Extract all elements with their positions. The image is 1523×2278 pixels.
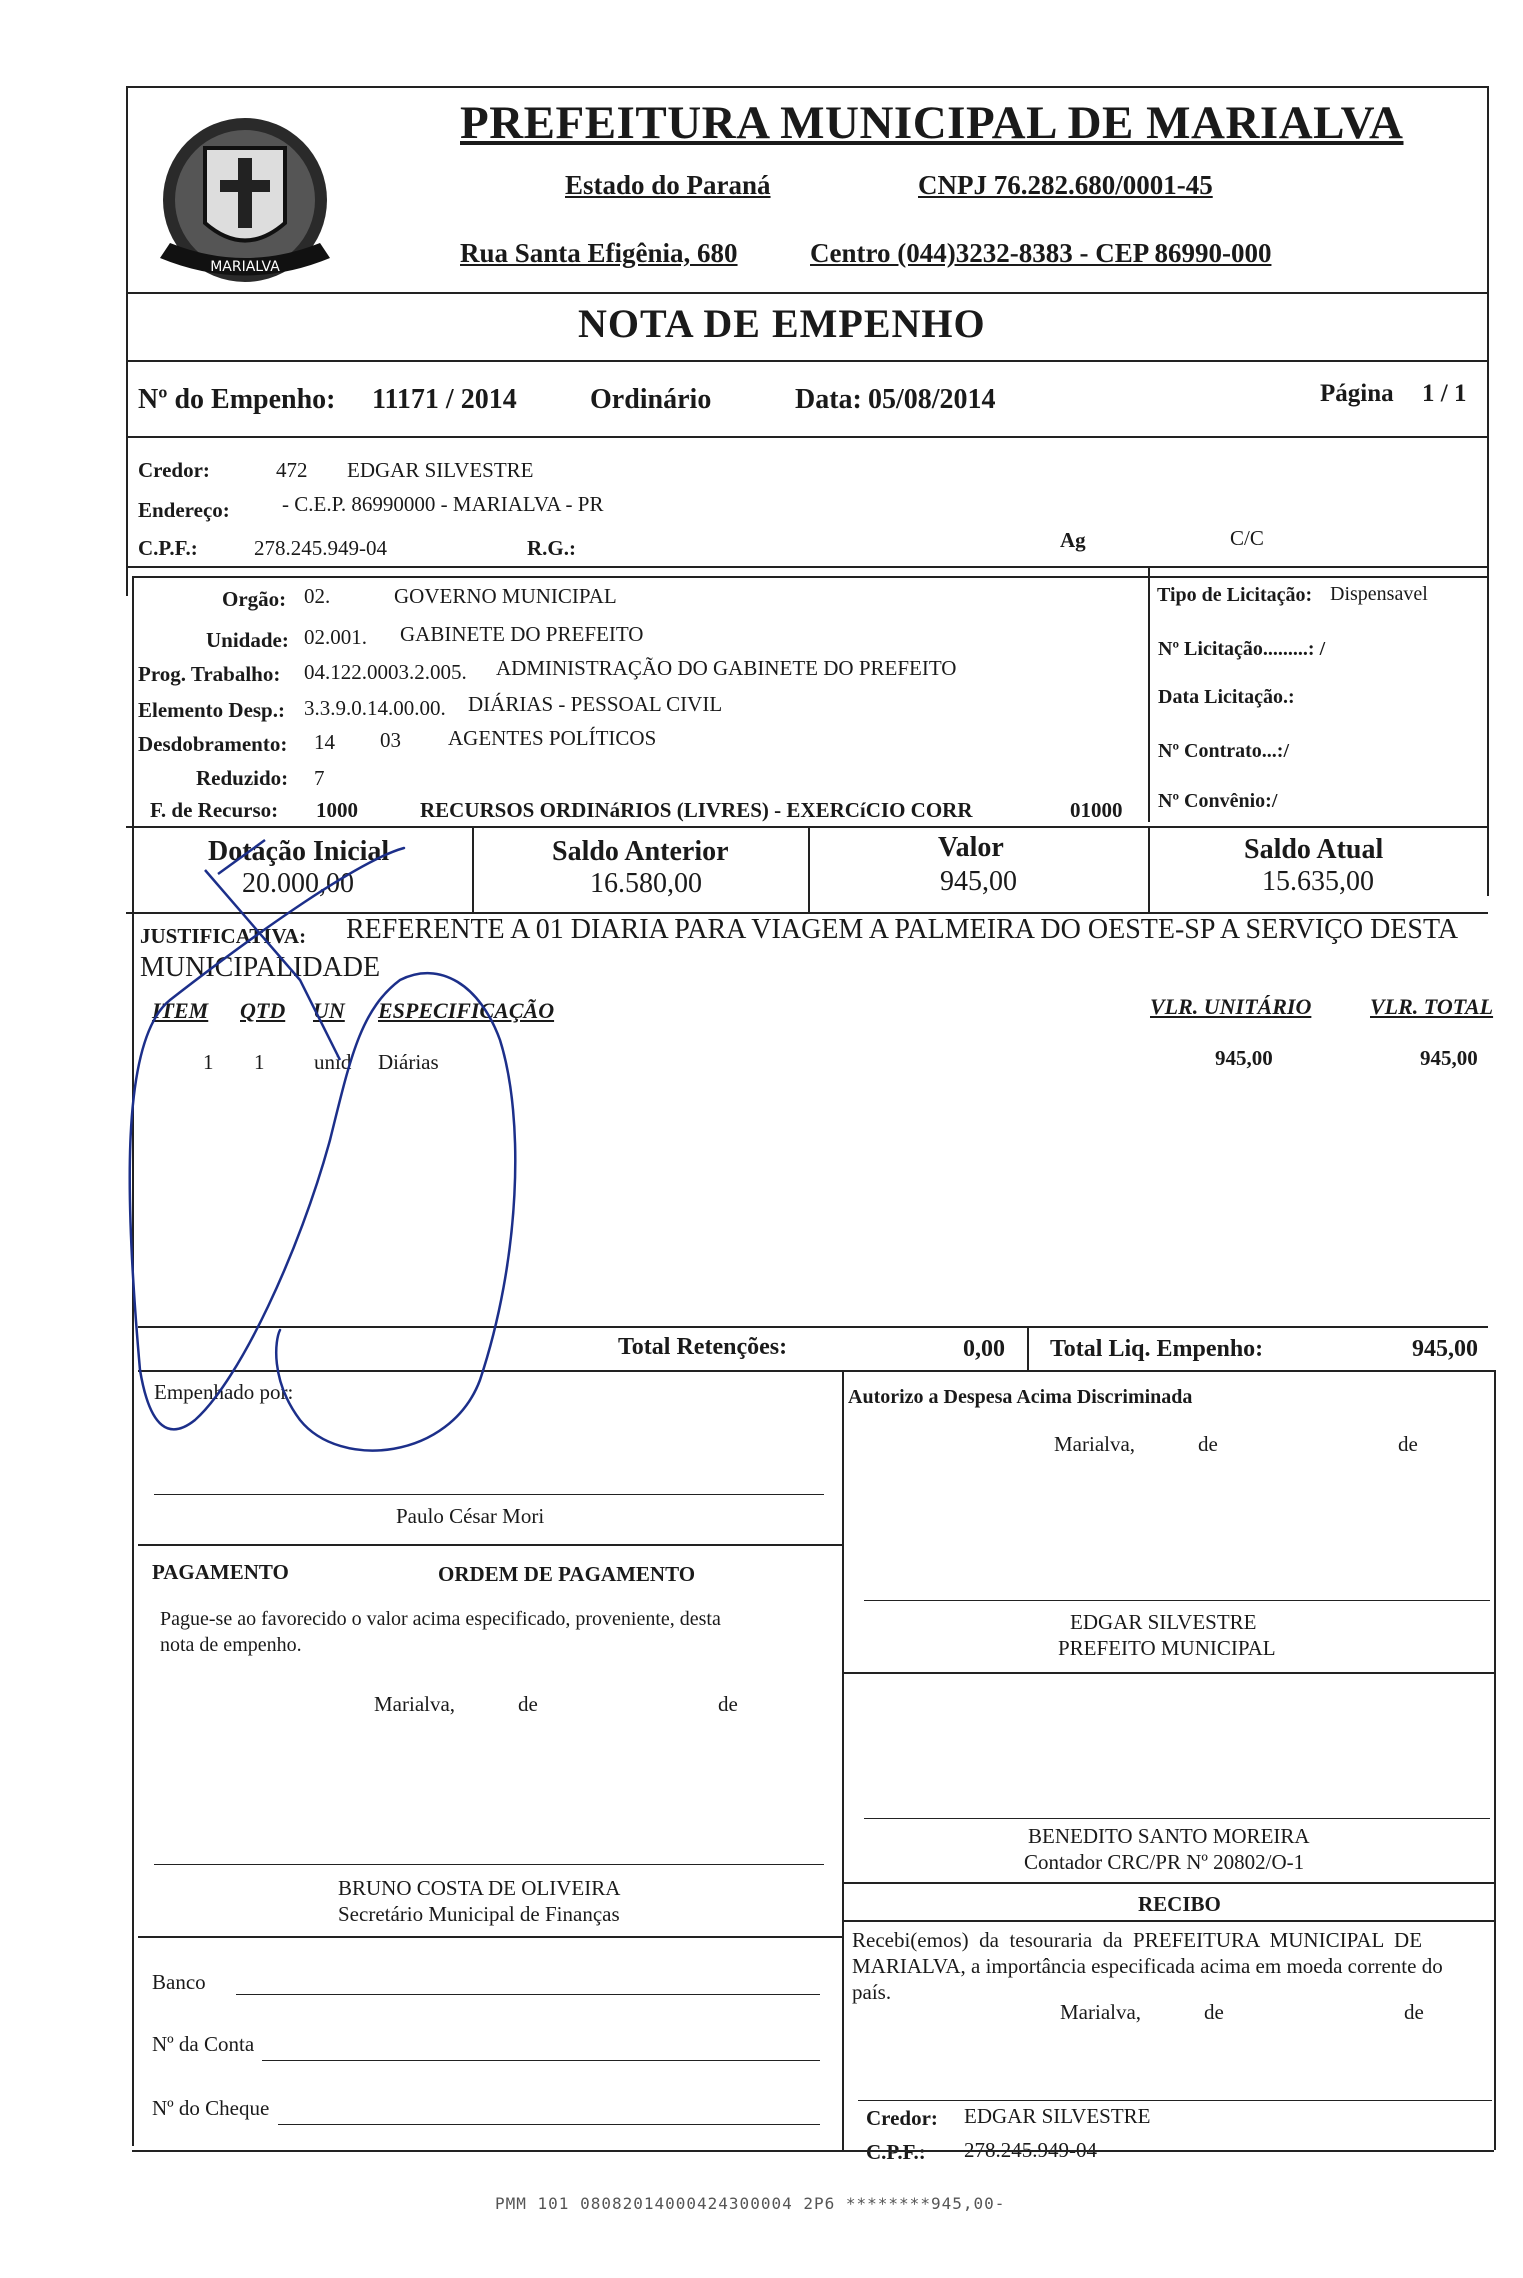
- desdobramento-code1: 14: [314, 730, 335, 754]
- conta-field[interactable]: [262, 2060, 820, 2061]
- liq-empenho-label: Total Liq. Empenho:: [1050, 1336, 1264, 1362]
- autorizo-de2: de: [1398, 1432, 1418, 1456]
- retencoes-value: 0,00: [963, 1336, 1005, 1362]
- justificativa-label: JUSTIFICATIVA:: [140, 924, 307, 948]
- page-label: Página: [1320, 380, 1394, 407]
- pagamento-place: Marialva,: [374, 1692, 456, 1716]
- banco-label: Banco: [152, 1970, 206, 1994]
- recibo-label: RECIBO: [1138, 1892, 1221, 1916]
- recibo-credor-label: Credor:: [866, 2106, 938, 2130]
- reduzido-label: Reduzido:: [196, 766, 289, 790]
- saldo-anterior-label: Saldo Anterior: [552, 836, 729, 867]
- justificativa-line1: REFERENTE A 01 DIARIA PARA VIAGEM A PALMEIRA DO OESTE-SP A SERVIÇO DESTA: [346, 914, 1459, 945]
- prefeito-name: EDGAR SILVESTRE: [1070, 1610, 1257, 1634]
- autorizo-de1: de: [1198, 1432, 1218, 1456]
- district-phone-cep: Centro (044)3232-8383 - CEP 86990-000: [810, 238, 1272, 268]
- credor-label: Credor:: [138, 458, 210, 482]
- contrato-label: Nº Contrato...:/: [1158, 740, 1290, 762]
- finance-secretary-role: Secretário Municipal de Finanças: [338, 1902, 620, 1926]
- row-vlr-total: 945,00: [1420, 1046, 1478, 1070]
- row-qtd: 1: [254, 1050, 265, 1074]
- contador-name: BENEDITO SANTO MOREIRA: [1028, 1824, 1310, 1848]
- dotacao-label: Dotação Inicial: [208, 836, 390, 867]
- svg-text:MARIALVA: MARIALVA: [210, 259, 280, 275]
- rg-label: R.G.:: [527, 536, 576, 560]
- unidade-code: 02.001.: [304, 625, 367, 649]
- recurso-code: 1000: [316, 798, 358, 822]
- elemento-name: DIÁRIAS - PESSOAL CIVIL: [468, 692, 723, 716]
- valor-value: 945,00: [940, 866, 1017, 897]
- reduzido-value: 7: [314, 766, 325, 790]
- empenho-type: Ordinário: [590, 384, 712, 415]
- justificativa-line2: MUNICIPALIDADE: [140, 952, 381, 983]
- recurso-code2: 01000: [1070, 798, 1123, 822]
- cheque-field[interactable]: [278, 2124, 820, 2125]
- empenho-date: 05/08/2014: [868, 384, 996, 415]
- cc-label: C/C: [1230, 526, 1264, 550]
- ordem-pagamento-label: ORDEM DE PAGAMENTO: [438, 1562, 696, 1586]
- data-licitacao-label: Data Licitação.:: [1158, 686, 1295, 708]
- convenio-label: Nº Convênio:/: [1158, 790, 1278, 812]
- row-vlr-unitario: 945,00: [1215, 1046, 1273, 1070]
- cheque-label: Nº do Cheque: [152, 2096, 270, 2120]
- credor-name: EDGAR SILVESTRE: [347, 458, 534, 482]
- recurso-label: F. de Recurso:: [150, 798, 279, 822]
- banco-field[interactable]: [236, 1994, 820, 1995]
- prog-trabalho-label: Prog. Trabalho:: [138, 662, 281, 686]
- recibo-cpf-label: C.P.F.:: [866, 2140, 926, 2164]
- row-un: unid: [314, 1050, 352, 1074]
- col-un: UN: [313, 998, 345, 1023]
- empenhado-por-label: Empenhado por:: [154, 1380, 294, 1404]
- footer-barcode-text: PMM 101 08082014000424300004 2P6 ********945,00-: [495, 2194, 1006, 2213]
- desdobramento-code2: 03: [380, 728, 401, 752]
- desdobramento-label: Desdobramento:: [138, 732, 288, 756]
- dotacao-value: 20.000,00: [242, 868, 354, 899]
- saldo-atual-value: 15.635,00: [1262, 866, 1374, 897]
- elemento-label: Elemento Desp.:: [138, 698, 285, 722]
- credor-address: - C.E.P. 86990000 - MARIALVA - PR: [282, 492, 604, 516]
- unidade-label: Unidade:: [206, 628, 289, 652]
- retencoes-label: Total Retenções:: [618, 1334, 788, 1360]
- prog-trabalho-name: ADMINISTRAÇÃO DO GABINETE DO PREFEITO: [496, 656, 957, 680]
- recibo-text-line1: Recebi(emos) da tesouraria da PREFEITURA MUNICIPAL DE: [852, 1928, 1423, 1952]
- contador-role: Contador CRC/PR Nº 20802/O-1: [1024, 1850, 1305, 1874]
- valor-label: Valor: [938, 832, 1004, 863]
- col-especificacao: ESPECIFICAÇÃO: [378, 998, 555, 1023]
- empenho-number-label: Nº do Empenho:: [138, 384, 336, 415]
- ag-label: Ag: [1060, 528, 1086, 552]
- recibo-place: Marialva,: [1060, 2000, 1142, 2024]
- document-title: NOTA DE EMPENHO: [578, 301, 986, 346]
- col-item: ITEM: [152, 998, 209, 1023]
- liq-empenho-value: 945,00: [1412, 1336, 1478, 1362]
- col-vlr-total: VLR. TOTAL: [1370, 994, 1494, 1019]
- col-qtd: QTD: [240, 998, 286, 1023]
- recibo-text-line3: país.: [852, 1980, 892, 2004]
- municipal-seal: [140, 108, 350, 298]
- credor-code: 472: [276, 458, 308, 482]
- saldo-anterior-value: 16.580,00: [590, 868, 702, 899]
- saldo-atual-label: Saldo Atual: [1244, 834, 1384, 865]
- autorizo-place: Marialva,: [1054, 1432, 1136, 1456]
- orgao-code: 02.: [304, 584, 331, 608]
- numero-licitacao-label: Nº Licitação.........: /: [1158, 638, 1326, 660]
- credor-cpf: 278.245.949-04: [254, 536, 387, 560]
- pagamento-label: PAGAMENTO: [152, 1560, 289, 1584]
- row-especificacao: Diárias: [378, 1050, 439, 1074]
- page-number: 1 / 1: [1422, 380, 1467, 407]
- recibo-de1: de: [1204, 2000, 1224, 2024]
- prog-trabalho-code: 04.122.0003.2.005.: [304, 660, 467, 684]
- orgao-name: GOVERNO MUNICIPAL: [394, 584, 617, 608]
- address-label: Endereço:: [138, 498, 230, 522]
- municipality-title: PREFEITURA MUNICIPAL DE MARIALVA: [460, 97, 1404, 149]
- recurso-name: RECURSOS ORDINáRIOS (LIVRES) - EXERCíCIO CORR: [420, 798, 973, 822]
- street-address: Rua Santa Efigênia, 680: [460, 238, 738, 268]
- recibo-credor: EDGAR SILVESTRE: [964, 2104, 1151, 2128]
- cnpj: CNPJ 76.282.680/0001-45: [918, 170, 1213, 200]
- col-vlr-unitario: VLR. UNITÁRIO: [1150, 994, 1312, 1019]
- finance-secretary-name: BRUNO COSTA DE OLIVEIRA: [338, 1876, 621, 1900]
- autorizo-label: Autorizo a Despesa Acima Discriminada: [848, 1386, 1193, 1408]
- unidade-name: GABINETE DO PREFEITO: [400, 622, 644, 646]
- empenho-date-label: Data:: [795, 384, 862, 415]
- row-item: 1: [203, 1050, 214, 1074]
- pagamento-text-line2: nota de empenho.: [160, 1634, 302, 1656]
- conta-label: Nº da Conta: [152, 2032, 255, 2056]
- state-name: Estado do Paraná: [565, 170, 771, 200]
- pagamento-text-line1: Pague-se ao favorecido o valor acima especificado, proveniente, desta: [160, 1608, 721, 1630]
- cpf-label: C.P.F.:: [138, 536, 198, 560]
- elemento-code: 3.3.9.0.14.00.00.: [304, 696, 446, 720]
- recibo-cpf: 278.245.949-04: [964, 2138, 1097, 2162]
- empenhado-signer: Paulo César Mori: [396, 1504, 545, 1528]
- pagamento-de2: de: [718, 1692, 738, 1716]
- tipo-licitacao-label: Tipo de Licitação:: [1157, 584, 1313, 606]
- orgao-label: Orgão:: [222, 587, 287, 611]
- recibo-text-line2: MARIALVA, a importância especificada acima em moeda corrente do: [852, 1954, 1443, 1978]
- prefeito-role: PREFEITO MUNICIPAL: [1058, 1636, 1276, 1660]
- tipo-licitacao: Dispensavel: [1330, 583, 1428, 605]
- pagamento-de1: de: [518, 1692, 538, 1716]
- desdobramento-name: AGENTES POLÍTICOS: [448, 726, 657, 750]
- empenho-number: 11171 / 2014: [372, 384, 517, 415]
- recibo-de2: de: [1404, 2000, 1424, 2024]
